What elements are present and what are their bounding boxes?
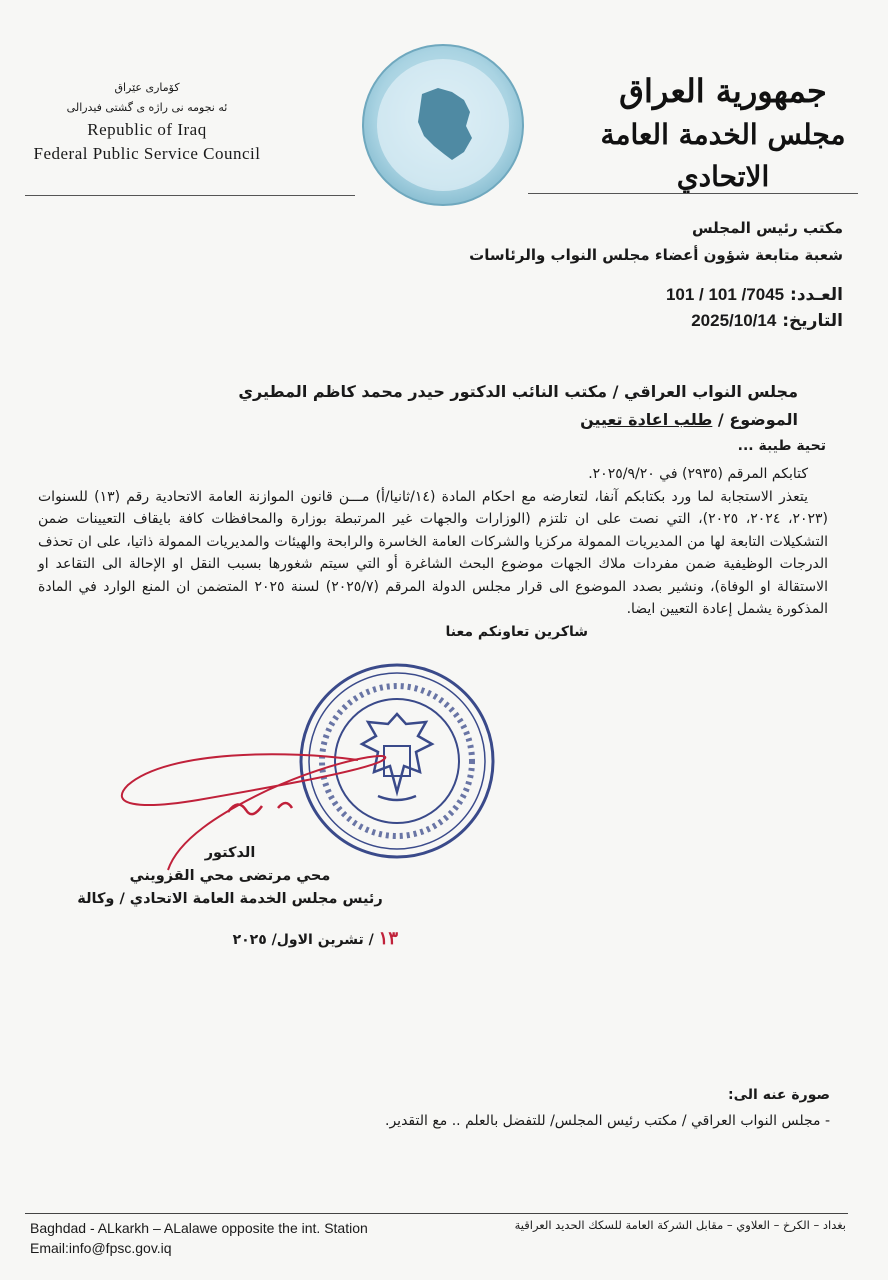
addressee: مجلس النواب العراقي / مكتب النائب الدكتور حيدر محمد كاظم المطيري bbox=[238, 382, 798, 401]
greeting: تحية طيبة ... bbox=[737, 438, 826, 454]
signature-date bbox=[233, 928, 398, 949]
reference-number-value: 101 / 101 /7045 bbox=[665, 285, 785, 304]
signatory-position: رئيس مجلس الخدمة العامة الاتحادي / وكالة bbox=[77, 891, 383, 907]
header-divider-right bbox=[528, 193, 858, 194]
signature-day-handwritten: ١٣ bbox=[378, 928, 398, 949]
office-title: مكتب رئيس المجلس bbox=[691, 219, 843, 237]
header-country-ku: كۆماری عێراق bbox=[114, 81, 180, 94]
copy-to-item: - مجلس النواب العراقي / مكتب رئيس المجلس/ للتفضل بالعلم .. مع التقدير. bbox=[385, 1113, 830, 1129]
header-divider-left bbox=[25, 195, 355, 196]
body-main-paragraph: يتعذر الاستجابة لما ورد بكتابكم آنفا، لتعارضه مع احكام المادة (١٤/ثانيا/أ) مـــن قانون الموازنة العامة الاتحادية رقم (١٣) للسنوات (٢٠٢٣، ٢٠٢٤، ٢٠٢٥)، التي نصت على ان تلتزم (الوزارات والجهات غير المرتبطة بوزارة والمحافظات كافة بايقاف التعيينات ضمن التشكيلات التابعة لها من المديريات الممولة مركزيا والشركات العامة الخاسرة والرابحة والهيئات والمديريات الممولة ذاتيا، على ان تحذف الدرجات الوظيفية ضمن مفردات ملاك الجهات موضوع البحث الشاغرة أو التي سيتم شغورها بسبب النقل او الإحالة الى التقاعد او الاستقالة او الوفاة)، ونشير بصدد الموضوع الى قرار مجلس الدولة المرقم (٢٠٢٥/٧) لسنة ٢٠٢٥ المتضمن ان المنع الوارد في المادة المذكورة يشمل إعادة التعيين ايضا. bbox=[38, 488, 829, 617]
reference-number-row bbox=[666, 282, 843, 308]
body-reference-line: كتابكم المرقم (٢٩٣٥) في ٢٠٢٥/٩/٢٠. bbox=[588, 466, 808, 482]
header-latin bbox=[22, 78, 272, 166]
signatory-title: الدكتور bbox=[204, 845, 256, 861]
copy-to-title: صورة عنه الى: bbox=[728, 1087, 830, 1103]
reference-number-label: العـدد: bbox=[790, 285, 843, 305]
reference-date-row bbox=[666, 308, 843, 334]
footer-divider bbox=[25, 1213, 848, 1214]
header-council-en: Federal Public Service Council bbox=[33, 144, 261, 163]
subject-value: طلب اعادة تعيين bbox=[580, 410, 713, 429]
copy-to-block bbox=[385, 1082, 830, 1134]
footer-address-ar: بغداد – الكرخ – العلاوي – مقابل الشركة العامة للسكك الحديد العراقية bbox=[514, 1218, 846, 1232]
reference-date-label: التاريخ: bbox=[782, 311, 843, 331]
subject-label: الموضوع / bbox=[717, 410, 798, 429]
reference-date-value: 2025/10/14 bbox=[691, 311, 777, 330]
subject-row bbox=[238, 406, 798, 434]
header-council-ku: ئه نجومه نی راژه ی گشتی فیدرالی bbox=[66, 101, 228, 114]
reference-block bbox=[666, 282, 843, 334]
footer-email: Email:info@fpsc.gov.iq bbox=[30, 1240, 172, 1256]
footer-english bbox=[30, 1218, 368, 1258]
signature-block bbox=[50, 842, 410, 911]
addressee-block bbox=[238, 378, 798, 434]
signature-date-suffix: / تشرين الاول/ ٢٠٢٥ bbox=[232, 932, 374, 948]
header-arabic bbox=[588, 68, 858, 198]
header-country-en: Republic of Iraq bbox=[87, 120, 207, 139]
council-logo-icon bbox=[360, 42, 526, 208]
footer-address-en: Baghdad - ALkarkh – ALalawe opposite the int. Station bbox=[30, 1220, 368, 1236]
letter-body bbox=[38, 463, 828, 643]
signatory-name: محي مرتضى محي القزويني bbox=[129, 868, 331, 884]
body-thanks: شاكرين تعاونكم معنا bbox=[445, 623, 588, 640]
header-country-ar: جمهورية العراق bbox=[619, 72, 827, 110]
issuing-office bbox=[469, 215, 843, 269]
office-section: شعبة متابعة شؤون أعضاء مجلس النواب والرئاسات bbox=[469, 246, 843, 264]
header-council-ar: مجلس الخدمة العامة الاتحادي bbox=[600, 118, 846, 193]
